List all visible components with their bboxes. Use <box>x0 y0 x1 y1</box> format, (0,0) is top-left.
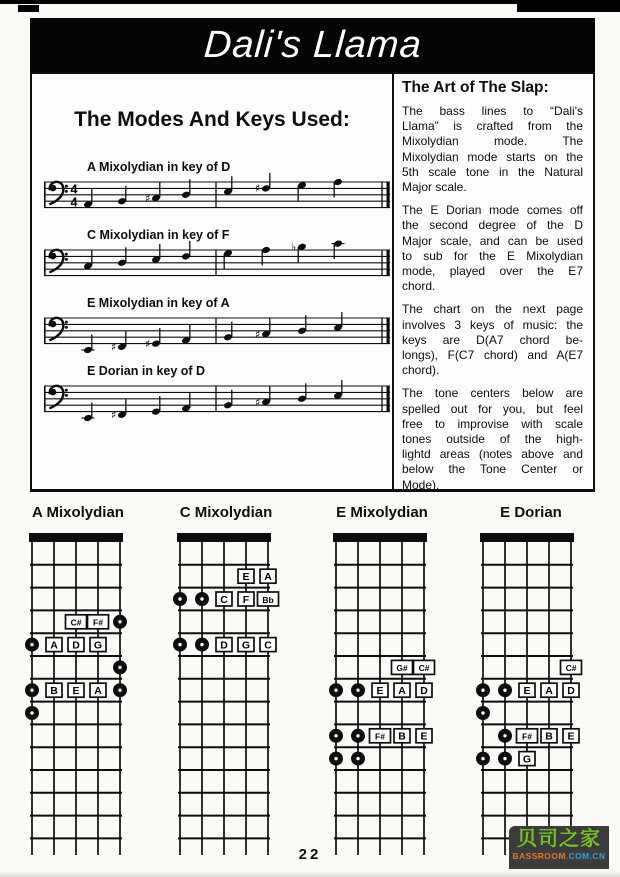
note-box-label: E <box>523 685 531 697</box>
note-box-label: G# <box>396 663 408 674</box>
note-box-label: F# <box>522 731 532 742</box>
paragraph: The bass lines to “Dali's Llama” is crafted from the Mixolydian mode. The Mixolydian mode starts on the 5th scale tone in the Natural Major scale. <box>402 104 583 195</box>
stave-label: E Mixolydian in key of A <box>87 296 230 310</box>
title-bar <box>30 18 595 72</box>
paragraph: The tone centers below are spelled out for you, but feel free to improvise with scale tones outside of the high- lightd areas (notes above and below the Tone Center or Mode). <box>402 386 583 492</box>
note-box-label: A <box>94 685 102 697</box>
stave-label: E Dorian in key of D <box>87 364 206 378</box>
scan-artifact-top-right <box>517 0 620 12</box>
scan-artifact-bottom-edge <box>0 871 620 877</box>
note-box-label: E <box>376 685 384 697</box>
accidental: ♯ <box>111 340 117 354</box>
page-title: Dali's Llama <box>202 23 423 66</box>
staff-notation <box>44 240 392 292</box>
paragraph: The chart on the next page involves 3 keys of music: the keys are D(A7 chord be- longs), F(C7 chord) and A(E7 chord). <box>402 302 583 378</box>
stave-a-mixolydian <box>44 160 392 224</box>
fretboard-e-mixolydian <box>334 533 430 859</box>
slap-section <box>392 74 592 492</box>
staff-notation <box>44 380 392 428</box>
accidental: ♯ <box>145 337 151 351</box>
note-box-label: D <box>567 685 575 697</box>
accidental: ♯ <box>255 327 261 341</box>
scan-artifact-top-left <box>18 5 39 12</box>
note-box-label: A <box>50 639 58 652</box>
staff-notation <box>44 312 392 360</box>
svg-text:4: 4 <box>70 195 78 210</box>
fretboard-c-mixolydian <box>178 533 274 859</box>
note-box-label: E <box>242 571 250 583</box>
paragraph: The E Dorian mode comes off the second degree of the D Major scale, and can be used to sub for the E Mixolydian mode, played over the E7 chord. <box>402 203 583 294</box>
fretboard-label-e-mixolydian: E Mixolydian <box>336 504 428 521</box>
note-box-label: C# <box>565 663 577 674</box>
note-box-label: F <box>242 593 250 606</box>
accidental: ♯ <box>111 408 117 422</box>
note-box-label: A <box>398 685 406 697</box>
note-box-label: F# <box>375 731 385 742</box>
page-number: 22 <box>298 846 322 863</box>
note-box-label: A <box>264 571 272 583</box>
bass-clef-icon <box>50 250 68 272</box>
fretboard-label-e-dorian: E Dorian <box>500 504 562 521</box>
note-box-label: D <box>220 639 228 652</box>
bass-clef-icon <box>50 386 68 408</box>
fretboard-a-mixolydian <box>30 533 126 859</box>
note-box-label: E <box>72 685 80 697</box>
slap-heading: The Art of The Slap: <box>402 79 549 96</box>
note-box-label: B <box>398 730 406 743</box>
note-box-label: D <box>72 639 80 652</box>
note-box-label: Bb <box>262 594 274 605</box>
stave-label: A Mixolydian in key of D <box>87 160 231 174</box>
stave-c-mixolydian <box>44 228 392 292</box>
fretboard-label-c-mixolydian: C Mixolydian <box>179 504 273 521</box>
staff-notation <box>44 176 392 224</box>
note-box-label: C# <box>70 617 82 628</box>
note-box-label: A <box>545 685 553 697</box>
note-box-label: F# <box>93 617 103 628</box>
bass-clef-icon <box>50 318 68 340</box>
watermark-chinese-text: 贝司之家 <box>517 828 601 850</box>
fretboard-e-dorian <box>481 533 577 859</box>
note-box-label: E <box>567 730 575 743</box>
accidental: ♯ <box>255 395 261 409</box>
modes-heading: The Modes And Keys Used: <box>74 108 350 131</box>
stave-e-dorian <box>44 364 392 428</box>
time-signature: 4 <box>70 182 78 197</box>
note-box-label: G <box>93 639 103 652</box>
watermark <box>509 826 609 869</box>
note-box-label: B <box>50 685 58 697</box>
modes-section <box>32 74 392 489</box>
watermark-url: BASSROOM.COM.CN <box>512 851 606 861</box>
note-box-label: C# <box>418 663 430 674</box>
accidental: ♯ <box>255 182 261 196</box>
fretboard-label-a-mixolydian: A Mixolydian <box>32 504 124 521</box>
note-box-label: G <box>522 753 532 766</box>
content-box <box>30 72 595 492</box>
accidental: ♭ <box>291 240 297 254</box>
stave-e-mixolydian <box>44 296 392 360</box>
note-box-label: G <box>241 639 251 652</box>
note-box-label: C <box>220 593 228 606</box>
slap-paragraphs <box>402 104 583 493</box>
bass-clef-icon <box>50 182 68 204</box>
stave-label: C Mixolydian in key of F <box>87 228 230 242</box>
note-box-label: B <box>545 730 553 743</box>
note-box-label: C <box>264 639 272 652</box>
accidental: ♯ <box>145 191 151 205</box>
note-box-label: E <box>420 730 428 743</box>
note-box-label: D <box>420 685 428 697</box>
